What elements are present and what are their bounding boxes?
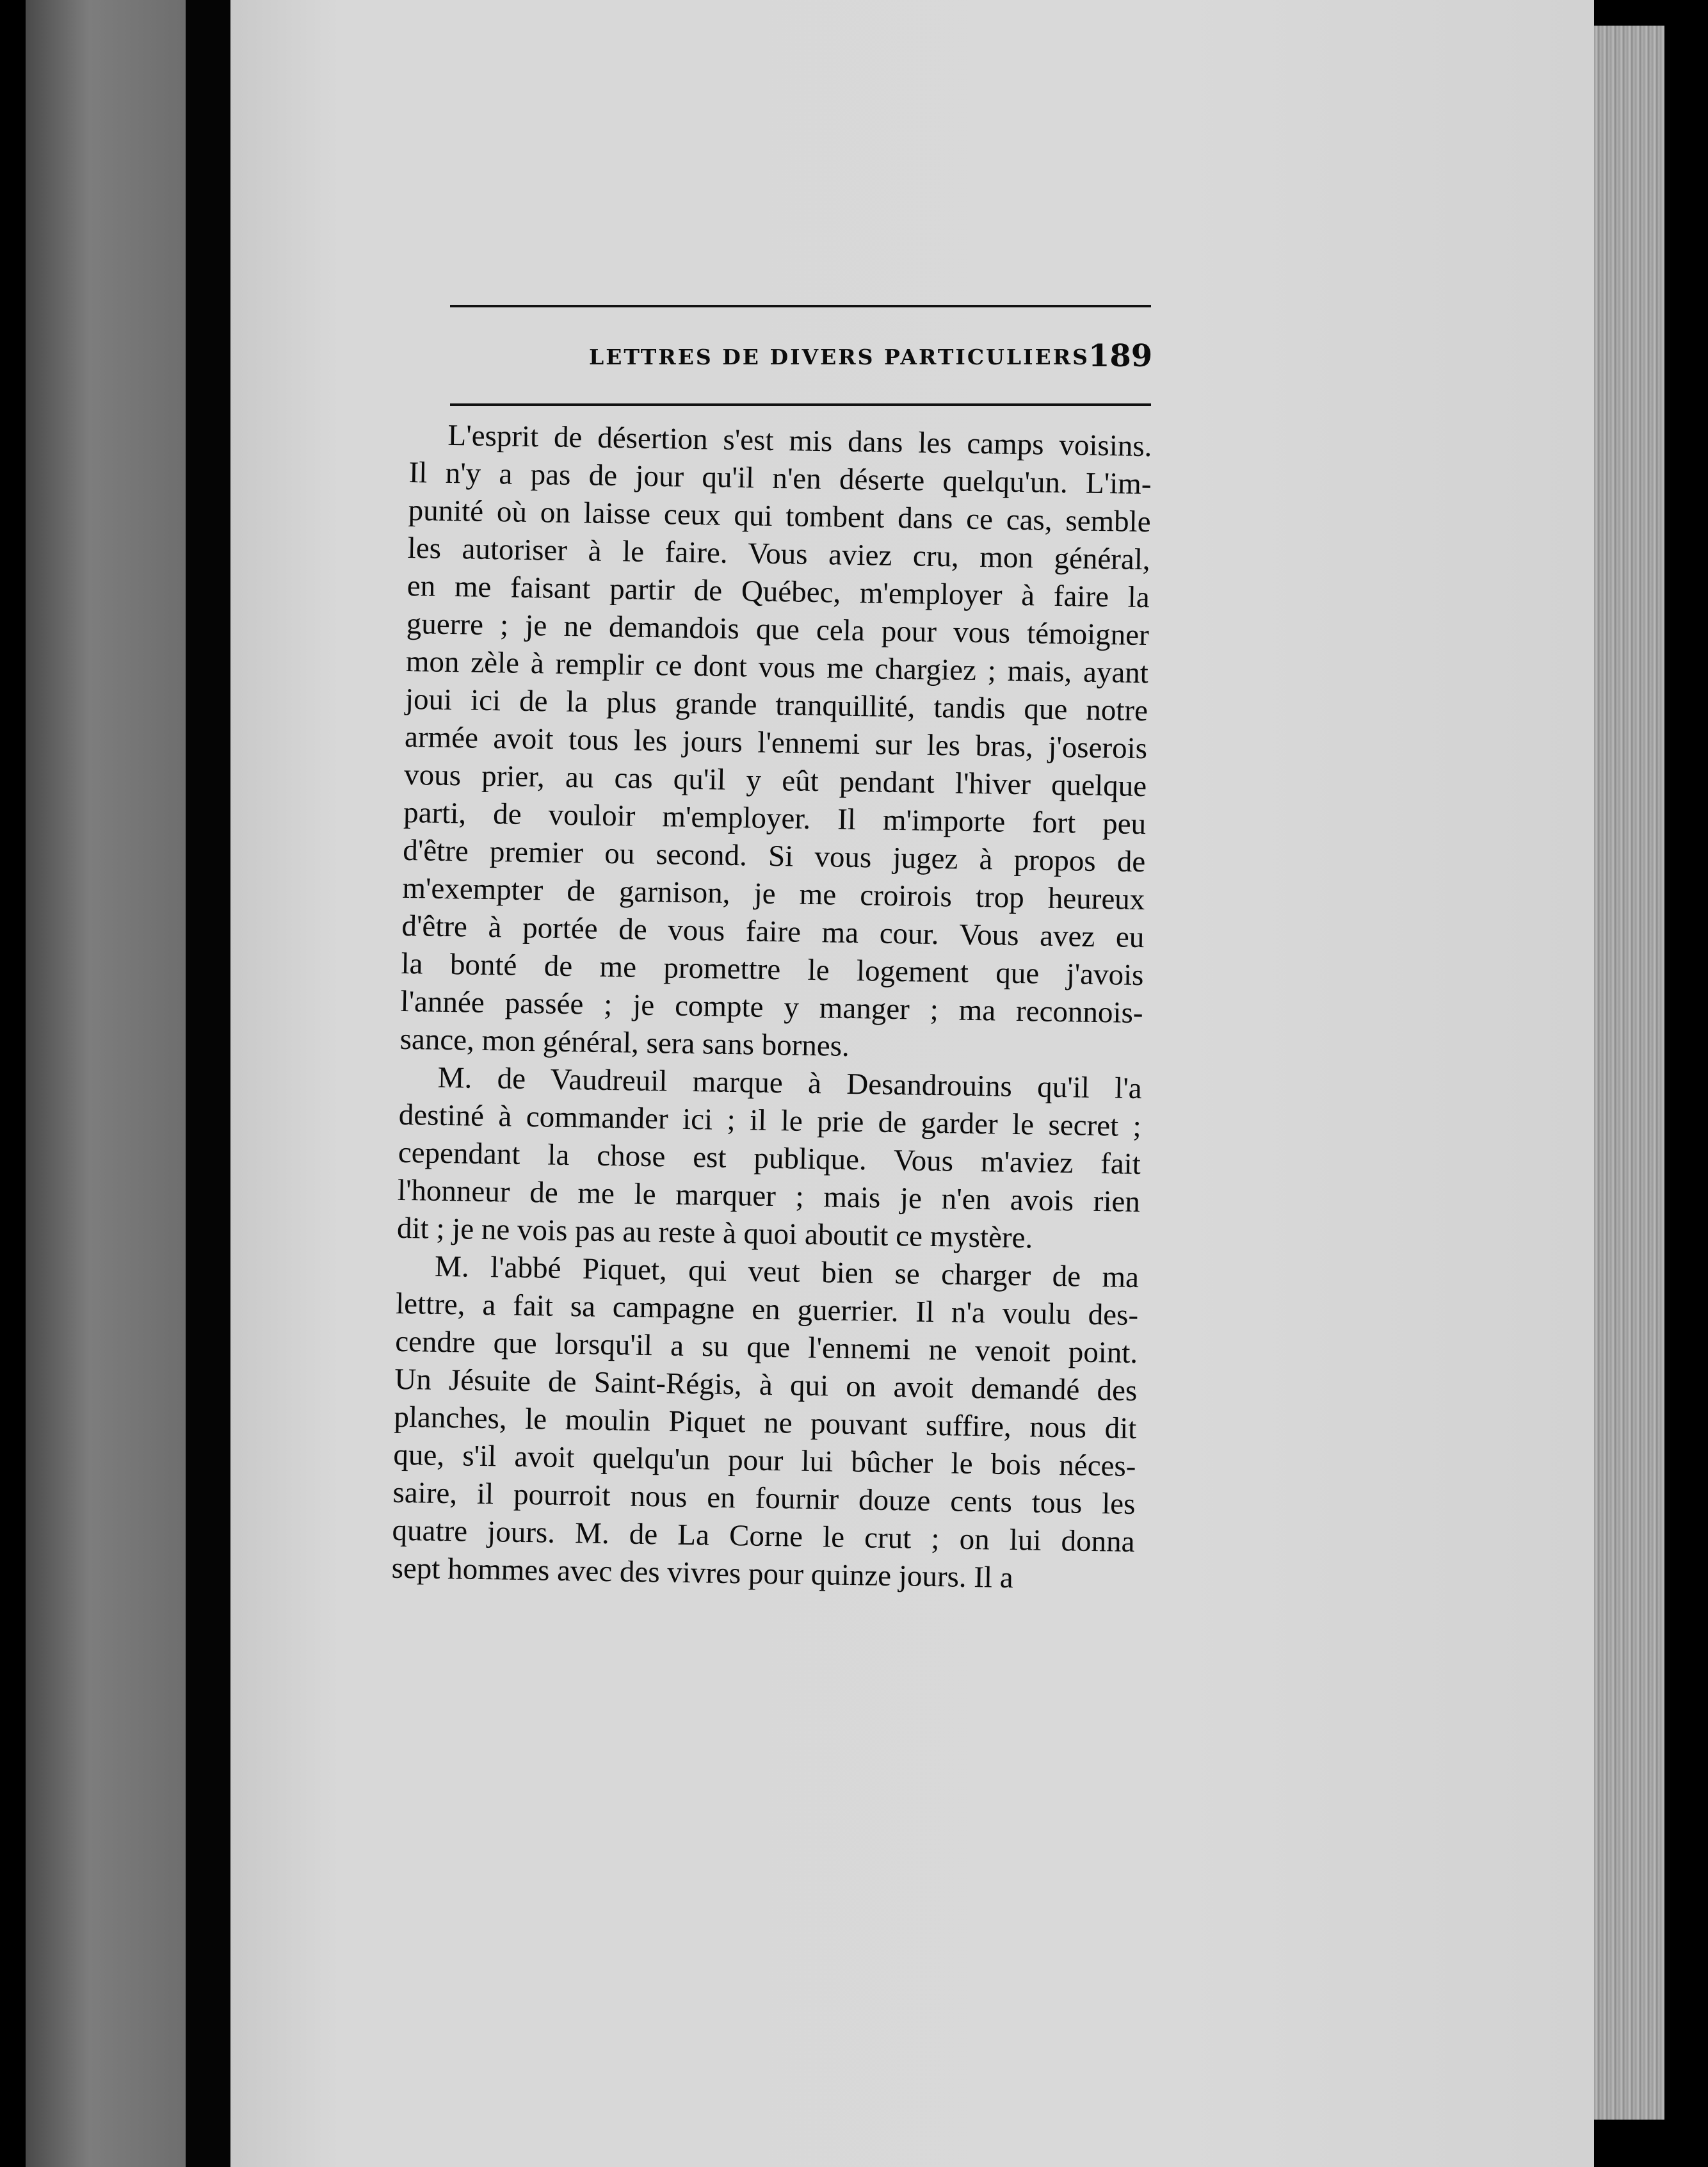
text-line: parti, de vouloir m'employer. Il m'importe fort peu (403, 795, 1147, 841)
text-line: mon zèle à remplir ce dont vous me chargiez ; mais, ayant (405, 644, 1149, 690)
header-rule-bottom (450, 403, 1151, 406)
text-line: m'exempter de garnison, je me croirois trop heureux (402, 871, 1145, 917)
text-line: sance, mon général, sera sans bornes. (399, 1022, 850, 1063)
body-text (391, 416, 1152, 1599)
page-edges-stack (1594, 26, 1664, 2120)
text-line: les autoriser à le faire. Vous aviez cru, mon général, (407, 531, 1151, 577)
facing-page-edge (26, 0, 186, 2167)
text-line: que, s'il avoit quelqu'un pour lui bûcher le bois néces- (393, 1438, 1136, 1484)
text-line: planches, le moulin Piquet ne pouvant suffire, nous dit (394, 1400, 1137, 1446)
page-number: 189 (1088, 338, 1153, 374)
text-line: joui ici de la plus grande tranquillité, tandis que notre (405, 682, 1148, 728)
text-line: Un Jésuite de Saint-Régis, à qui on avoit demandé des (394, 1362, 1138, 1408)
text-line: armée avoit tous les jours l'ennemi sur les bras, j'oserois (404, 720, 1148, 766)
text-line: vous prier, au cas qu'il y eût pendant l'hiver quelque (403, 758, 1147, 804)
book-gutter (186, 0, 230, 2167)
text-line: lettre, a fait sa campagne en guerrier. Il n'a voulu des- (395, 1286, 1139, 1333)
text-line: destiné à commander ici ; il le prie de garder le secret ; (398, 1098, 1142, 1144)
text-line: en me faisant partir de Québec, m'employer à faire la (407, 569, 1150, 615)
text-line: cendre que lorsqu'il a su que l'ennemi ne venoit point. (394, 1324, 1138, 1370)
running-head: LETTRES DE DIVERS PARTICULIERS (589, 345, 1090, 369)
text-line: sept hommes avec des vivres pour quinze jours. Il a (391, 1551, 1014, 1595)
text-line: saire, il pourroit nous en fournir douze cents tous les (392, 1475, 1136, 1522)
text-line: l'honneur de me le marquer ; mais je n'en avois rien (397, 1173, 1141, 1219)
text-line: la bonté de me promettre le logement que j'avois (401, 946, 1144, 993)
header-rule-top (450, 305, 1151, 307)
text-line: Il n'y a pas de jour qu'il n'en déserte quelqu'un. L'im- (408, 455, 1152, 501)
scan-border (1664, 0, 1708, 2167)
paragraph (399, 416, 1152, 1070)
text-line: punité où on laisse ceux qui tombent dans ce cas, semble (408, 493, 1151, 539)
text-line: L'esprit de désertion s'est mis dans les camps voisins. (447, 418, 1152, 464)
text-line: quatre jours. M. de La Corne le crut ; on lui donna (392, 1513, 1135, 1559)
text-line: guerre ; je ne demandois que cela pour vous témoigner (406, 606, 1150, 653)
text-line: l'année passée ; je compte y manger ; ma reconnois- (400, 984, 1143, 1030)
text-line: dit ; je ne vois pas au reste à quoi aboutit ce mystère. (396, 1211, 1033, 1255)
text-line: M. de Vaudreuil marque à Desandrouins qu'il l'a (437, 1060, 1143, 1106)
text-line: cependant la chose est publique. Vous m'aviez fait (398, 1135, 1141, 1181)
text-line: d'être à portée de vous faire ma cour. Vous avez eu (401, 909, 1145, 955)
text-line: d'être premier ou second. Si vous jugez à propos de (402, 833, 1146, 879)
paragraph (397, 1059, 1142, 1259)
text-line: M. l'abbé Piquet, qui veut bien se charger de ma (434, 1249, 1140, 1295)
paragraph (391, 1247, 1139, 1599)
